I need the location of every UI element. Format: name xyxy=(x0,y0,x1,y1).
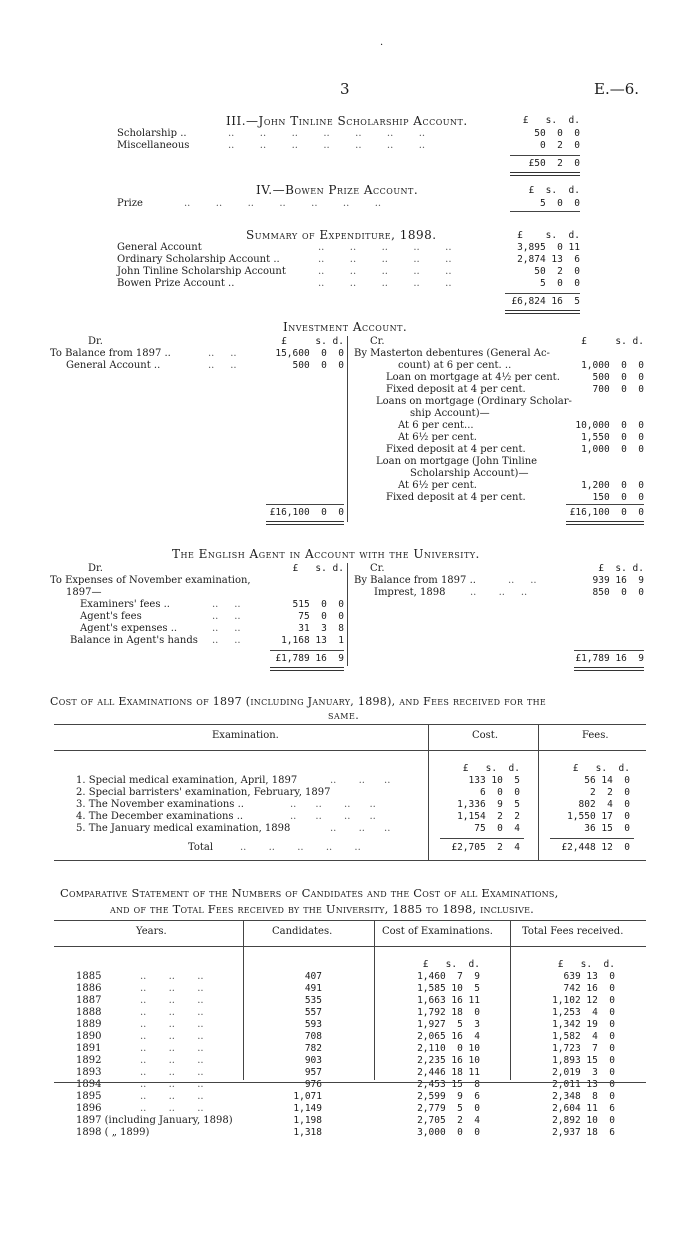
agent-dr-total: £1,789 16 9 xyxy=(275,653,344,664)
candidates-cell: 903 xyxy=(304,1055,322,1066)
candidates-cell: 976 xyxy=(304,1079,322,1090)
exam-row-label: 1. Special medical examination, April, 1897 xyxy=(76,775,298,786)
tinline-row-amount: 50 0 0 xyxy=(534,128,580,139)
summary-columns: £ s. d. xyxy=(517,230,580,241)
leader-dots: .. .. xyxy=(212,599,241,610)
agent-dr-label: Examiners' fees .. xyxy=(80,599,170,610)
fees-cell: 2,019 3 0 xyxy=(552,1067,615,1078)
summary-title: Summary of Expenditure, 1898. xyxy=(246,228,437,242)
leader-dots: .. .. .. xyxy=(470,587,528,598)
exam-row-cost: 75 0 4 xyxy=(457,823,520,834)
bowen-row-amount: 5 0 0 xyxy=(539,198,580,209)
investment-dr-total: £16,100 0 0 xyxy=(269,507,344,518)
agent-title: The English Agent in Account with the University. xyxy=(172,547,480,561)
investment-cr-amount: 1,200 0 0 xyxy=(575,480,644,491)
investment-cr-amount: 1,550 0 0 xyxy=(575,432,644,443)
candidates-cell: 1,149 xyxy=(293,1103,322,1114)
tinline-total: £50 2 0 xyxy=(528,158,580,169)
investment-cr-label: Fixed deposit at 4 per cent. xyxy=(386,384,526,395)
page-number: 3 xyxy=(340,80,350,98)
year-cell: 1885 xyxy=(76,971,102,982)
agent-dr-amount: 31 3 8 xyxy=(281,623,344,634)
double-rule xyxy=(566,521,644,525)
cost-cell: 3,000 0 0 xyxy=(417,1127,480,1138)
investment-title: Investment Account. xyxy=(283,320,408,334)
year-cell: 1894 xyxy=(76,1079,102,1090)
investment-cr-total: £16,100 0 0 xyxy=(569,507,644,518)
fees-cell: 1,582 4 0 xyxy=(552,1031,615,1042)
total-fees: £2,448 12 0 xyxy=(561,842,630,853)
leader-dots: .. .. .. .. .. xyxy=(318,266,452,277)
cost-cell: 1,792 18 0 xyxy=(417,1007,480,1018)
investment-cr-amount: 1,000 0 0 xyxy=(581,360,644,371)
leader-dots: .. .. .. .. .. .. .. xyxy=(184,198,382,209)
agent-cr-total: £1,789 16 9 xyxy=(575,653,644,664)
cost-table-title-continued: same. xyxy=(328,709,360,722)
cost-cell: 2,705 2 4 xyxy=(417,1115,480,1126)
investment-cr-label: count) at 6 per cent. .. xyxy=(398,360,512,371)
candidates-cell: 708 xyxy=(304,1031,322,1042)
exam-row-cost: 6 0 0 xyxy=(457,787,520,798)
cost-cell: 2,110 0 10 xyxy=(417,1043,480,1054)
total-label: Total xyxy=(188,842,214,853)
fees-cell: 1,253 4 0 xyxy=(552,1007,615,1018)
divider xyxy=(440,838,524,839)
summary-row-label: Bowen Prize Account .. xyxy=(117,278,235,289)
leader-dots: .. .. .. xyxy=(140,983,204,994)
investment-cr-label: By Masterton debentures (General Ac- xyxy=(354,348,550,359)
investment-cr-label: At 6 per cent... xyxy=(398,420,474,431)
investment-dr-columns: £ s. d. xyxy=(281,336,344,347)
leader-dots: .. .. .. .. .. xyxy=(318,278,452,289)
investment-cr-amount: 10,000 0 0 xyxy=(575,420,644,431)
cost-cell: 2,599 9 6 xyxy=(417,1091,480,1102)
column-divider xyxy=(243,920,244,1080)
header-rule xyxy=(54,750,646,751)
divider xyxy=(510,211,580,212)
column-divider xyxy=(428,724,429,860)
investment-dr-label: To Balance from 1897 .. xyxy=(50,348,171,359)
divider xyxy=(566,504,644,505)
leader-dots: .. .. .. xyxy=(140,1019,204,1030)
investment-cr-label: At 6½ per cent. xyxy=(398,432,477,443)
leader-dots: .. .. .. .. .. .. .. xyxy=(228,128,426,139)
fees-cell: 2,604 11 6 xyxy=(552,1103,615,1114)
investment-cr-amount: 700 0 0 xyxy=(581,384,644,395)
candidates-cell: 957 xyxy=(304,1067,322,1078)
year-cell: 1898 ( „ 1899) xyxy=(76,1127,150,1138)
leader-dots: .. .. xyxy=(508,575,537,586)
divider xyxy=(574,650,644,651)
leader-dots: .. .. .. xyxy=(140,1079,204,1090)
column-header: Candidates. xyxy=(272,926,333,937)
table-bottom-rule xyxy=(54,1082,646,1083)
column-header: Examination. xyxy=(212,730,279,741)
summary-row-amount: 2,874 13 6 xyxy=(517,254,580,265)
decorative-dot: · xyxy=(380,40,384,51)
investment-cr-amount: 500 0 0 xyxy=(581,372,644,383)
year-cell: 1887 xyxy=(76,995,102,1006)
exam-row-cost: 1,154 2 2 xyxy=(457,811,520,822)
column-header: Cost of Examinations. xyxy=(382,926,493,937)
comparative-title: Comparative Statement of the Numbers of Candidates and the Cost of all Examinations, xyxy=(60,886,559,900)
leader-dots: .. .. .. .. .. .. .. xyxy=(228,140,426,151)
investment-dr-amount: 500 0 0 xyxy=(275,360,344,371)
agent-cr-columns: £ s. d. xyxy=(598,563,644,574)
tinline-row-label: Scholarship .. xyxy=(117,128,187,139)
tinline-columns: £ s. d. xyxy=(522,115,580,126)
fees-cell: 1,342 19 0 xyxy=(552,1019,615,1030)
double-rule xyxy=(270,667,344,671)
agent-dr-label: Agent's fees xyxy=(80,611,142,622)
exam-row-label: 5. The January medical examination, 1898 xyxy=(76,823,291,834)
cost-cell: 2,446 18 11 xyxy=(417,1067,480,1078)
document-reference: E.—6. xyxy=(594,80,640,98)
year-cell: 1888 xyxy=(76,1007,102,1018)
cost-units: £ s. d. xyxy=(422,959,480,970)
leader-dots: .. .. .. xyxy=(330,823,391,834)
header-rule xyxy=(54,946,646,947)
year-cell: 1886 xyxy=(76,983,102,994)
divider xyxy=(510,155,580,156)
summary-row-amount: 5 0 0 xyxy=(517,278,580,289)
investment-cr-amount: 1,000 0 0 xyxy=(575,444,644,455)
fees-units: £ s. d. xyxy=(572,763,630,774)
candidates-cell: 1,198 xyxy=(293,1115,322,1126)
leader-dots: .. .. .. .. .. xyxy=(318,242,452,253)
summary-row-label: General Account xyxy=(117,242,202,253)
column-header: Cost. xyxy=(472,730,499,741)
cost-cell: 1,663 16 11 xyxy=(417,995,480,1006)
summary-row-label: Ordinary Scholarship Account .. xyxy=(117,254,280,265)
cost-cell: 1,927 5 3 xyxy=(417,1019,480,1030)
column-divider xyxy=(374,920,375,1080)
leader-dots: .. .. xyxy=(208,360,237,371)
leader-dots: .. .. .. xyxy=(140,995,204,1006)
exam-row-cost: 133 10 5 xyxy=(457,775,520,786)
exam-row-fees: 36 15 0 xyxy=(567,823,630,834)
leader-dots: .. .. .. .. .. xyxy=(318,254,452,265)
year-cell: 1892 xyxy=(76,1055,102,1066)
agent-dr-label: Agent's expenses .. xyxy=(80,623,178,634)
double-rule xyxy=(505,310,580,314)
exam-row-fees: 1,550 17 0 xyxy=(567,811,630,822)
fees-cell: 742 16 0 xyxy=(552,983,615,994)
candidates-cell: 1,318 xyxy=(293,1127,322,1138)
exam-row-fees: 56 14 0 xyxy=(567,775,630,786)
table-top-rule xyxy=(54,724,646,725)
investment-cr-label: At 6½ per cent. xyxy=(398,480,477,491)
investment-cr-label: Scholarship Account)— xyxy=(410,468,529,479)
year-cell: 1895 xyxy=(76,1091,102,1102)
fees-units: £ s. d. xyxy=(557,959,615,970)
column-divider xyxy=(347,563,348,666)
double-rule xyxy=(510,172,580,176)
investment-dr-label: General Account .. xyxy=(66,360,161,371)
agent-cr-amount: 939 16 9 xyxy=(592,575,644,586)
leader-dots: .. .. .. xyxy=(140,1043,204,1054)
double-rule xyxy=(574,667,644,671)
divider xyxy=(550,838,634,839)
investment-cr-columns: £ s. d. xyxy=(581,336,644,347)
cost-table-title: Cost of all Examinations of 1897 (including January, 1898), and Fees received for the xyxy=(50,695,547,708)
exam-row-label: 4. The December examinations .. xyxy=(76,811,244,822)
summary-row-label: John Tinline Scholarship Account xyxy=(117,266,286,277)
agent-cr-amount: 850 0 0 xyxy=(592,587,644,598)
summary-row-amount: 50 2 0 xyxy=(517,266,580,277)
fees-cell: 1,893 15 0 xyxy=(552,1055,615,1066)
exam-row-cost: 1,336 9 5 xyxy=(457,799,520,810)
leader-dots: .. .. xyxy=(212,623,241,634)
cost-cell: 1,585 10 5 xyxy=(417,983,480,994)
double-rule xyxy=(266,521,344,525)
column-divider xyxy=(510,920,511,1080)
candidates-cell: 535 xyxy=(304,995,322,1006)
divider xyxy=(505,293,580,294)
leader-dots: .. .. .. .. xyxy=(290,811,376,822)
leader-dots: .. .. .. .. .. xyxy=(240,842,361,853)
year-cell: 1889 xyxy=(76,1019,102,1030)
candidates-cell: 557 xyxy=(304,1007,322,1018)
candidates-cell: 491 xyxy=(304,983,322,994)
leader-dots: .. .. .. xyxy=(140,1067,204,1078)
leader-dots: .. .. .. xyxy=(140,1031,204,1042)
bowen-columns: £ s. d. xyxy=(528,185,580,196)
exam-row-fees: 2 2 0 xyxy=(567,787,630,798)
comparative-title-continued: and of the Total Fees received by the University, 1885 to 1898, inclusive. xyxy=(110,902,534,916)
cost-units: £ s. d. xyxy=(462,763,520,774)
leader-dots: .. .. .. xyxy=(140,1007,204,1018)
debit-label: Dr. xyxy=(88,336,103,347)
agent-cr-label: By Balance from 1897 .. xyxy=(354,575,476,586)
fees-cell: 2,011 13 0 xyxy=(552,1079,615,1090)
investment-cr-amount: 150 0 0 xyxy=(575,492,644,503)
leader-dots: .. .. xyxy=(208,348,237,359)
column-divider xyxy=(347,336,348,522)
cost-cell: 1,460 7 9 xyxy=(417,971,480,982)
fees-cell: 2,892 10 0 xyxy=(552,1115,615,1126)
cost-cell: 2,065 16 4 xyxy=(417,1031,480,1042)
investment-cr-label: Loan on mortgage at 4½ per cent. xyxy=(386,372,560,383)
table-bottom-rule xyxy=(54,860,646,861)
year-cell: 1891 xyxy=(76,1043,102,1054)
investment-cr-label: Fixed deposit at 4 per cent. xyxy=(386,444,526,455)
agent-dr-label: To Expenses of November examination, xyxy=(50,575,251,586)
fees-cell: 1,102 12 0 xyxy=(552,995,615,1006)
column-header: Total Fees received. xyxy=(522,926,624,937)
fees-cell: 1,723 7 0 xyxy=(552,1043,615,1054)
tinline-row-amount: 0 2 0 xyxy=(534,140,580,151)
candidates-cell: 1,071 xyxy=(293,1091,322,1102)
leader-dots: .. .. .. xyxy=(140,1091,204,1102)
fees-cell: 639 13 0 xyxy=(552,971,615,982)
leader-dots: .. .. xyxy=(212,611,241,622)
agent-dr-amount: 1,168 13 1 xyxy=(281,635,344,646)
divider xyxy=(270,650,344,651)
year-cell: 1893 xyxy=(76,1067,102,1078)
exam-row-fees: 802 4 0 xyxy=(567,799,630,810)
agent-dr-amount: 515 0 0 xyxy=(281,599,344,610)
summary-total: £6,824 16 5 xyxy=(511,296,580,307)
agent-cr-label: Imprest, 1898 xyxy=(374,587,446,598)
credit-label: Cr. xyxy=(370,336,385,347)
cost-cell: 2,235 16 10 xyxy=(417,1055,480,1066)
table-top-rule xyxy=(54,920,646,921)
candidates-cell: 782 xyxy=(304,1043,322,1054)
exam-row-label: 3. The November examinations .. xyxy=(76,799,244,810)
agent-dr-amount: 75 0 0 xyxy=(281,611,344,622)
divider xyxy=(266,504,344,505)
column-divider xyxy=(538,724,539,860)
investment-cr-label: Fixed deposit at 4 per cent. xyxy=(386,492,526,503)
cost-cell: 2,779 5 0 xyxy=(417,1103,480,1114)
cost-cell: 2,453 15 8 xyxy=(417,1079,480,1090)
exam-row-label: 2. Special barristers' examination, February, 1897 xyxy=(76,787,331,798)
investment-dr-amount: 15,600 0 0 xyxy=(275,348,344,359)
bowen-row-label: Prize xyxy=(117,198,143,209)
fees-cell: 2,937 18 6 xyxy=(552,1127,615,1138)
year-cell: 1890 xyxy=(76,1031,102,1042)
column-header: Fees. xyxy=(582,730,609,741)
total-cost: £2,705 2 4 xyxy=(451,842,520,853)
candidates-cell: 407 xyxy=(304,971,322,982)
investment-cr-label: Loan on mortgage (John Tinline xyxy=(376,456,538,467)
column-header: Years. xyxy=(136,926,167,937)
leader-dots: .. .. .. xyxy=(140,1103,204,1114)
candidates-cell: 593 xyxy=(304,1019,322,1030)
tinline-title: III.—John Tinline Scholarship Account. xyxy=(226,114,468,128)
agent-dr-label: 1897— xyxy=(66,587,102,598)
year-cell: 1896 xyxy=(76,1103,102,1114)
investment-cr-label: ship Account)— xyxy=(410,408,490,419)
debit-label: Dr. xyxy=(88,563,103,574)
tinline-row-label: Miscellaneous xyxy=(117,140,190,151)
leader-dots: .. .. xyxy=(212,635,241,646)
investment-cr-label: Loans on mortgage (Ordinary Scholar- xyxy=(376,396,572,407)
agent-dr-label: Balance in Agent's hands xyxy=(70,635,198,646)
leader-dots: .. .. .. .. xyxy=(290,799,376,810)
year-cell: 1897 (including January, 1898) xyxy=(76,1115,233,1126)
credit-label: Cr. xyxy=(370,563,385,574)
bowen-title: IV.—Bowen Prize Account. xyxy=(256,183,419,197)
leader-dots: .. .. .. xyxy=(140,971,204,982)
summary-row-amount: 3,895 0 11 xyxy=(517,242,580,253)
fees-cell: 2,348 8 0 xyxy=(552,1091,615,1102)
agent-dr-columns: £ s. d. xyxy=(292,563,344,574)
leader-dots: .. .. .. xyxy=(330,775,391,786)
leader-dots: .. .. .. xyxy=(140,1055,204,1066)
